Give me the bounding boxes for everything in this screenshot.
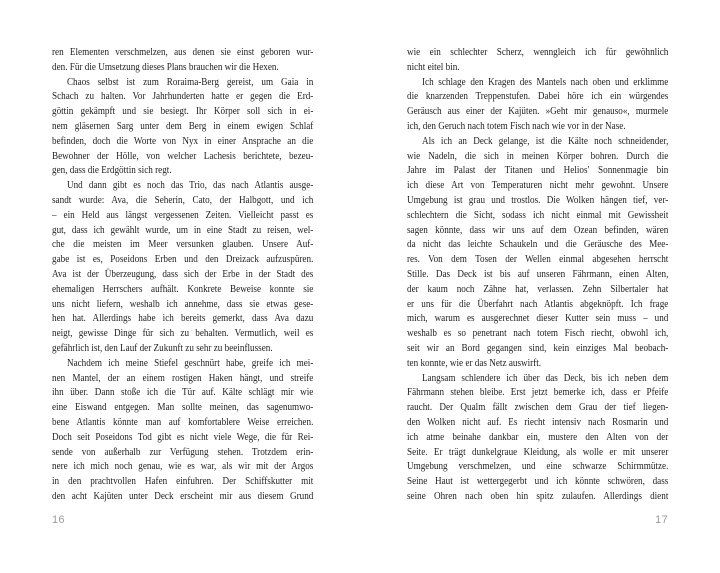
text-line: nere ich mich noch genau, wie es war, als wir mit der Argos: [52, 461, 314, 473]
page-right[interactable]: [360, 0, 720, 573]
text-line: Seite. Er trägt dunkelgraue Kleidung, als wolle er mit unserer: [407, 446, 669, 458]
text-line: Umgebung ist grau und trostlos. Die Wolken hängen tief, ver-: [407, 194, 669, 206]
text-line: der kaum noch Zähne hat, verlassen. Zehn Silbertaler hat: [407, 283, 669, 295]
text-line: er uns für die Überfahrt nach Atlantis abgeknöpft. Ich frage: [407, 298, 669, 310]
text-line: wie ein schlechter Scherz, wenngleich ich für gewöhnlich: [407, 47, 669, 58]
text-line: den Wolken nicht auf. Es riecht intensiv nach Rosmarin und: [407, 416, 669, 428]
page-right-text: [407, 46, 668, 505]
text-line: nicht eitel bin.: [407, 61, 460, 73]
text-line: Umgebung verschmelzen, und eine schwarze Schirmmütze.: [407, 461, 669, 473]
text-line: Als ich an Deck gelange, ist die Kälte noch schneidender,: [421, 135, 669, 147]
text-line: weshalb es so penetrant nach totem Fisch riecht, obwohl ich,: [407, 328, 669, 340]
text-line: res. Von dem Tosen der Wellen einmal abgesehen herrscht: [407, 254, 669, 266]
text-line: raucht. Der Qualm fällt zwischen dem Grau der tief liegen-: [407, 402, 669, 414]
text-line: Ava ist der Überzeugung, dass sich der Erbe in der Stadt des: [52, 268, 314, 280]
text-line: Geräusch aus einer der Kajüten. »Geht mir genauso«, murmele: [407, 106, 669, 118]
text-line: seit wir an Bord gegangen sind, kein einziges Mal beobach-: [407, 342, 669, 354]
text-line: nen Mantel, der an einem rostigen Haken hängt, und streife: [52, 372, 314, 384]
text-line: sende von außerhalb zur Verfügung stehen. Trotzdem erin-: [52, 446, 314, 458]
text-line: Und dann gibt es noch das Trio, das nach Atlantis ausge-: [66, 180, 314, 192]
page-left-text: [52, 46, 313, 505]
text-line: – ein Held aus längst vergessenen Zeiten. Vielleicht passt es: [52, 209, 314, 221]
text-line: ihn über. Dann stoße ich die Tür auf. Kälte schlägt mir wie: [52, 387, 314, 399]
text-line: bene Atlantis könnte man auf komfortablere Weise erreichen.: [52, 416, 314, 428]
text-line: gen, dass die Erdgöttin sich regt.: [52, 165, 172, 177]
text-line: ich, den Geruch nach totem Fisch nach wie vor in der Nase.: [407, 120, 626, 132]
text-line: schlechtern die Sicht, sodass ich nicht einmal mit Gewissheit: [407, 209, 669, 221]
page-number-right: 17: [655, 514, 668, 526]
text-line: che die meisten im Meer versunken glauben. Unsere Auf-: [52, 239, 314, 251]
text-line: eine Eiswand entgegen. Man sollte meinen, das sagenumwo-: [52, 402, 314, 414]
text-line: gut, dass ich gewählt wurde, um in eine Stadt zu reisen, wel-: [52, 224, 314, 236]
text-line: befinden, doch die Worte von Nyx in einer Ansprache an die: [52, 135, 314, 147]
text-line: Nachdem ich meine Stiefel geschnürt habe, greife ich mei-: [66, 357, 314, 369]
text-line: Langsam schlendere ich über das Deck, bis ich neben dem: [421, 372, 669, 384]
page-number-left: 16: [52, 514, 65, 526]
text-line: wie Nadeln, die sich in meinen Körper bohren. Durch die: [407, 150, 669, 162]
text-line: die knarzenden Treppenstufen. Dabei höre ich ein würgendes: [407, 91, 669, 103]
text-line: seine Ohren nach oben hin spitz zulaufen. Allerdings dient: [407, 490, 669, 502]
text-line: gabe ist es, Poseidons Erben und den Dreizack aufzuspüren.: [52, 254, 314, 266]
text-line: Jahre im Palast der Titanen und Helios' Sonnenmagie bin: [407, 165, 669, 177]
text-line: den acht Kajüten unter Deck erscheint mir aus diesem Grund: [52, 490, 314, 502]
text-line: hen hat. Allerdings habe ich bereits gemerkt, dass Ava dazu: [52, 313, 314, 325]
text-line: Fährmann stehen bleibe. Erst jetzt bemerke ich, dass er Pfeife: [407, 387, 669, 399]
text-line: ten konnte, wie er das Netz auswirft.: [407, 357, 542, 369]
text-line: neigt, gewisse Dinge für sich zu behalten. Vermutlich, weil es: [52, 328, 314, 340]
text-line: Doch seit Poseidons Tod gibt es nicht viele Wege, die für Rei-: [52, 431, 314, 443]
text-line: ren Elementen verschmelzen, aus denen sie einst geboren wur-: [52, 47, 314, 58]
text-line: Ich schlage den Kragen des Mantels nach oben und erklimme: [421, 76, 669, 88]
text-line: ich atme beinahe dankbar ein, mustere den Alten von der: [407, 431, 669, 443]
text-line: Stille. Das Deck ist bis auf unseren Fährmann, einen Alten,: [407, 268, 669, 280]
text-line: uns nicht liefern, weshalb ich annehme, dass sie etwas gese-: [52, 298, 314, 310]
text-line: nem gläsernen Sarg unter dem Berg in einem ewigen Schlaf: [52, 120, 314, 132]
text-line: Chaos selbst ist zum Roraima-Berg gereist, um Gaia in: [66, 76, 314, 88]
text-line: Bewohner der Hölle, von welcher Lachesis berichtete, bezeu-: [52, 150, 314, 162]
text-line: in den prachtvollen Hafen einfuhren. Der Schiffskutter mit: [52, 476, 314, 488]
text-line: Schach zu halten. Vor Jahrhunderten hatte er gegen die Erd-: [52, 91, 314, 103]
text-line: ehemaligen Herrschers aufhält. Konkrete Beweise konnte sie: [52, 283, 314, 295]
text-line: ich diese Art von Temperaturen nicht mehr gewohnt. Unsere: [407, 180, 669, 192]
text-line: den. Für die Umsetzung dieses Plans brauchen wir die Hexen.: [52, 61, 279, 73]
text-line: sagen könnte, dass wir uns auf dem Ozean befinden, wären: [407, 224, 669, 236]
text-line: mich, warum es ausgerechnet dieser Kutter sein muss – und: [407, 313, 669, 325]
text-line: Seine Haut ist wettergegerbt und ich könnte schwören, dass: [407, 476, 669, 488]
text-line: da nicht das leichte Schaukeln und die Geräusche des Mee-: [407, 239, 669, 251]
text-line: gefährlich ist, den Lauf der Zukunft zu sehr zu beeinflussen.: [52, 342, 273, 354]
text-line: göttin gekämpft und sie besiegt. Ihr Körper soll sich in ei-: [52, 106, 314, 118]
text-line: sandt wurde: Ava, die Seherin, Cato, der Halbgott, und ich: [52, 194, 314, 206]
